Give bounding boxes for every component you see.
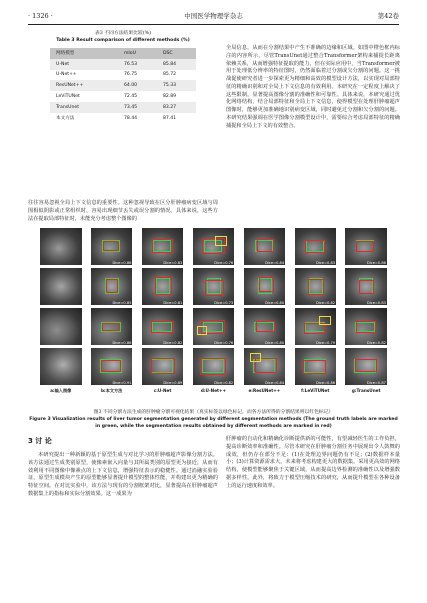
- table-row: [50, 102, 196, 113]
- column-label: f:LeViTUNet: [301, 388, 330, 393]
- highlight-box: [250, 353, 261, 362]
- dice-score: Dice=0.82: [316, 301, 336, 305]
- results-table-container: [50, 48, 196, 124]
- dice-score: Dice=0.79: [316, 341, 336, 345]
- table-row: [50, 91, 196, 102]
- section-title: 3 讨 论: [28, 437, 52, 445]
- table-cell: U-Net++: [56, 72, 77, 78]
- body-paragraph-right: 全局信息，从而在分割结果中产生不准确的边缘和区域。如图中橙色框内标注的内容所示，尽管TransUnet通过整合Transformer架构来捕捉长距离依赖关系，从而增强特征提取的能力，但在实际应用中，当Transformer被用于处理低分辨率的特征图时，仍然面临着过分割或欠分割的问题。这一挑战促使研究者进一步探索更为精细和高效的模型设计方法，以实现对局部特征的精确识别和对全局上下文信息的有效利用。本研究在一定程度上解决了这些限制，显著提高图像分割的准确性和可靠性。具体来说，本研究通过优化网络结构，结合局部特征和全局上下文信息，使得模型在处理肝肿瘤超声图像时，能够更加准确地识别病变区域，同时避免过分割和欠分割的问题。本研究结果强调在医学图像分割模型设计中，需要综合考虑局部特征的精确捕捉和全局上下文的有效整合。: [226, 45, 400, 129]
- segmentation-result-image: [193, 228, 235, 265]
- prediction-contour: [151, 321, 174, 333]
- figure-3-grid: [40, 228, 387, 394]
- column-label: c:U-Net: [153, 388, 172, 393]
- column-label: b:本文方法: [100, 388, 123, 393]
- ultrasound-input-image: [40, 268, 82, 305]
- prediction-contour: [356, 321, 376, 333]
- dice-score: Dice=0.80: [265, 301, 285, 305]
- prediction-contour: [355, 359, 377, 372]
- figure-caption-cn: 图3 不同分割方法生成的肝肿瘤分割可视化结果（真实标签以绿色标记，而各方法所得的分割结果则以红色标记）: [93, 410, 334, 415]
- dice-score: Dice=0.82: [163, 341, 183, 345]
- prediction-contour: [356, 241, 374, 252]
- prediction-contour: [359, 280, 374, 294]
- segmentation-result-image: [295, 228, 337, 265]
- table-cell: 78.44: [123, 115, 138, 121]
- table-header-row: [50, 48, 196, 59]
- table-cell: 87.41: [162, 115, 177, 121]
- table-cell: 76.53: [123, 61, 138, 67]
- dice-score: Dice=0.86: [112, 261, 132, 265]
- table-header-cell: mIoU: [123, 50, 136, 56]
- figure-caption-en: Figure 3 Visualization results of liver tumor segmentation generated by different segmentation methods (The ground truth labels are marked in green, while the segmentation results obtained by different methods are marked in red): [29, 417, 398, 430]
- prediction-contour: [155, 277, 172, 295]
- dice-score: Dice=0.85: [112, 301, 132, 305]
- segmentation-result-image: [244, 308, 286, 345]
- column-label: a:输入图像: [50, 388, 72, 393]
- segmentation-result-image: [244, 228, 286, 265]
- segmentation-result-image: [244, 268, 286, 305]
- dice-score: Dice=0.86: [316, 381, 336, 385]
- table-header-cell: 网络模型: [56, 51, 75, 57]
- table-cell: TransUnet: [56, 104, 80, 110]
- segmentation-result-image: [193, 268, 235, 305]
- discussion-paragraph-right: 肝肿瘤的自动化和精确化诊断提供新的可能性，有望减轻医生的工作负担，提高诊断效率和准确性。尽管本研究在肝肿瘤分割任务中展现出令人鼓舞的成效，但仍存在部分不足：(1)在处理边界问题仍有不足；(2)数据样本量小；(3)计算资源需求大。未来将考虑构建更大的数据集，采用更高效的网络结构，使模型能够聚焦于关键区域，从而提高边界检测的准确性以及增强数据多样性。此外，将致力于模型压缩技术的研究，从而提升模型在各种设备上的运行速度和效率。: [226, 436, 400, 489]
- table-cell: 85.72: [162, 72, 177, 78]
- dice-score: Dice=0.91: [112, 381, 132, 385]
- journal-name: 中国医学物理学杂志: [184, 12, 243, 20]
- dice-score: Dice=0.84: [265, 381, 285, 385]
- volume-label: 第42卷: [377, 12, 399, 20]
- dice-score: Dice=0.80: [265, 341, 285, 345]
- prediction-contour: [103, 241, 119, 251]
- segmentation-result-image: [91, 348, 133, 385]
- table-caption-en: Table 3 Result comparison of different methods (%): [56, 38, 190, 43]
- segmentation-result-image: [345, 308, 387, 345]
- ultrasound-input-image: [40, 308, 82, 345]
- figure-caption: [28, 409, 399, 431]
- figure-row: [40, 348, 387, 385]
- prediction-contour: [151, 358, 175, 374]
- table-header-cell: DSC: [162, 50, 173, 56]
- header-rule: [28, 24, 399, 25]
- page-number: · 1326 ·: [28, 12, 53, 20]
- segmentation-result-image: [142, 348, 184, 385]
- dice-score: Dice=0.76: [214, 341, 234, 345]
- segmentation-result-image: [295, 268, 337, 305]
- results-table: [50, 48, 196, 124]
- segmentation-result-image: [91, 308, 133, 345]
- discussion-paragraph-left: 本研究提出一种新颖的基于原型生成与对比学习的肝肿瘤超声影像分割方法。该方法通过生成类别原型，使像素嵌入向量与其所属类别的原型更为接近，从而有效利用不同图像中像素点的上下文信息，增强特征表示的稳健性。通过消融实验验证，原型生成模块产生的原型能够显著提升模型的整体性能，并构建出更为精确的特征空间。在对比实验中，该方法与现有的分割框架对比，显著提高在肝肿瘤超声数据集上的指标和实际分割效果。这一成果为: [28, 452, 218, 497]
- dice-score: Dice=0.83: [163, 261, 183, 265]
- dice-score: Dice=0.89: [163, 381, 183, 385]
- prediction-contour: [257, 239, 274, 252]
- prediction-contour: [308, 279, 324, 295]
- column-label: g:TransUnet: [351, 388, 381, 393]
- prediction-contour: [102, 323, 120, 331]
- ultrasound-input-image: [40, 348, 82, 385]
- prediction-contour: [256, 321, 275, 332]
- table-row: [50, 113, 196, 124]
- column-label: e:ResUNet++: [248, 388, 281, 393]
- table-cell: 72.45: [123, 94, 138, 100]
- table-caption-cn: 表3 不同方法结果比较(%): [94, 31, 152, 36]
- table-cell: 85.84: [162, 61, 177, 67]
- prediction-contour: [106, 279, 118, 293]
- dice-score: Dice=0.82: [366, 341, 386, 345]
- table-cell: 83.27: [162, 104, 177, 110]
- segmentation-result-image: [345, 228, 387, 265]
- segmentation-result-image: [295, 348, 337, 385]
- segmentation-result-image: [91, 228, 133, 265]
- dice-score: Dice=0.76: [214, 261, 234, 265]
- table-row: [50, 80, 196, 91]
- dice-score: Dice=0.83: [316, 261, 336, 265]
- page-header: [28, 10, 399, 22]
- table-cell: ResUNet++: [56, 83, 84, 89]
- prediction-contour: [205, 280, 224, 296]
- prediction-contour: [152, 239, 173, 253]
- table-cell: 73.45: [123, 104, 138, 110]
- prediction-contour: [305, 240, 325, 253]
- figure-row: [40, 308, 387, 345]
- dice-score: Dice=0.73: [214, 301, 234, 305]
- segmentation-result-image: [193, 308, 235, 345]
- segmentation-result-image: [345, 268, 387, 305]
- prediction-contour: [101, 360, 121, 372]
- table-row: [50, 70, 196, 81]
- segmentation-result-image: [295, 308, 337, 345]
- figure-row: [40, 268, 387, 305]
- table-cell: 82.89: [162, 94, 177, 100]
- table-caption: [28, 30, 218, 44]
- highlight-box: [197, 326, 207, 335]
- column-label: d:U-Net++: [200, 388, 227, 393]
- segmentation-result-image: [244, 348, 286, 385]
- table-cell: U-Net: [56, 61, 70, 67]
- prediction-contour: [303, 360, 326, 374]
- table-cell: 本文方法: [56, 116, 75, 122]
- dice-score: Dice=0.81: [163, 301, 183, 305]
- dice-score: Dice=0.86: [366, 261, 386, 265]
- segmentation-result-image: [345, 348, 387, 385]
- table-cell: 64.00: [123, 83, 138, 89]
- table-row: [50, 59, 196, 70]
- dice-score: Dice=0.84: [265, 261, 285, 265]
- segmentation-result-image: [193, 348, 235, 385]
- table-cell: LeViTUNet: [56, 94, 80, 100]
- prediction-contour: [259, 277, 274, 292]
- dice-score: Dice=0.82: [214, 381, 234, 385]
- table-cell: 75.33: [162, 83, 177, 89]
- figure-row: [40, 228, 387, 265]
- segmentation-result-image: [142, 228, 184, 265]
- dice-score: Dice=0.83: [366, 301, 386, 305]
- highlight-box: [319, 316, 331, 325]
- highlight-box: [215, 236, 227, 246]
- ultrasound-input-image: [40, 228, 82, 265]
- table-cell: 76.75: [123, 72, 138, 78]
- dice-score: Dice=0.86: [112, 341, 132, 345]
- segmentation-result-image: [142, 308, 184, 345]
- segmentation-result-image: [142, 268, 184, 305]
- figure-column-labels: [40, 388, 387, 394]
- segmentation-result-image: [91, 268, 133, 305]
- prediction-contour: [200, 358, 226, 375]
- body-paragraph-left: 往往容易忽视全局上下文信息的重要性。这种忽视导致在区分肝肿瘤病变区域与周围相似阴影或正常组织时，容易出现细节丢失或误分割的情况。具体来说，这些方法在提取局部特征时，未能充分考虑整个图像的: [28, 200, 218, 222]
- dice-score: Dice=0.87: [366, 381, 386, 385]
